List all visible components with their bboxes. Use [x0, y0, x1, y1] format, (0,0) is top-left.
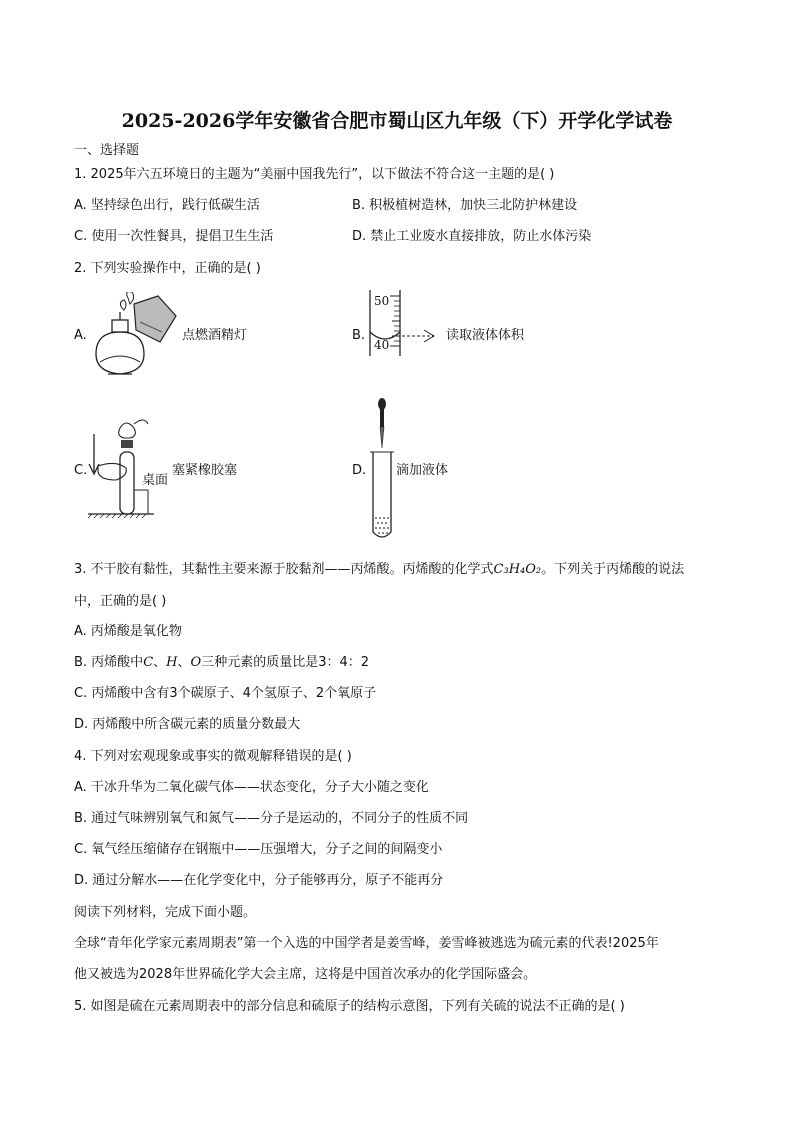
q2-option-d-caption: 滴加液体 — [396, 463, 449, 478]
q4-option-a: A. 干冰升华为二氧化碳气体——状态变化，分子大小随之变化 — [74, 780, 429, 795]
q2-option-c-letter: C. — [74, 463, 88, 478]
q2-option-d-letter: D. — [352, 463, 367, 478]
q3-option-c: C. 丙烯酸中含有3个碳原子、4个氢原子、2个氧原子 — [74, 686, 377, 701]
q3-option-d: D. 丙烯酸中所含碳元素的质量分数最大 — [74, 717, 301, 732]
reading-paragraph-line1: 全球“青年化学家元素周期表”第一个入选的中国学者是姜雪峰，姜雪峰被逃选为硫元素的代表!2025年 — [74, 936, 659, 951]
q4-stem: 4. 下列对宏观现象或事实的微观解释错误的是( ) — [74, 749, 352, 764]
q4-option-d: D. 通过分解水——在化学变化中，分子能够再分，原子不能再分 — [74, 873, 444, 888]
q3-option-b-prefix: B. 丙烯酸中 — [74, 655, 144, 670]
q1-option-a: A. 坚持绿色出行，践行低碳生活 — [74, 198, 260, 213]
reading-paragraph-line2: 他又被选为2028年世界硫化学大会主席，这将是中国首次承办的化学国际盛会。 — [74, 967, 537, 982]
stopper-insertion-figure — [86, 414, 169, 522]
q2-option-a-letter: A. — [74, 328, 87, 343]
dropper-test-tube-figure — [364, 396, 398, 542]
separator: 、 — [177, 655, 191, 670]
q3-stem-line2: 中，正确的是( ) — [74, 594, 167, 609]
separator: 、 — [153, 655, 167, 670]
q3-stem-text-a: 3. 不干胶有黏性，其黏性主要来源于胶黏剂——丙烯酸。丙烯酸的化学式 — [74, 562, 494, 577]
q3-option-b-suffix: 三种元素的质量比是3：4：2 — [201, 655, 370, 670]
acrylic-acid-formula: C₃H₄O₂ — [493, 562, 542, 577]
q3-stem-text-b: 。下列关于丙烯酸的说法 — [541, 562, 685, 577]
reading-intro: 阅读下列材料，完成下面小题。 — [74, 905, 257, 920]
q1-option-c: C. 使用一次性餐具，提倡卫生生活 — [74, 229, 274, 244]
q4-option-c: C. 氧气经压缩储存在钢瓶中——压强增大，分子之间的间隔变小 — [74, 842, 443, 857]
q1-stem: 1. 2025年六五环境日的主题为“美丽中国我先行”，以下做法不符合这一主题的是( ) — [74, 167, 555, 182]
element-h: H — [166, 655, 178, 670]
cylinder-scale-50: 50 — [374, 294, 390, 308]
exam-title: 2025-2026学年安徽省合肥市蜀山区九年级（下）开学化学试卷 — [121, 110, 673, 132]
q1-option-b: B. 积极植树造林，加快三北防护林建设 — [352, 198, 578, 213]
element-o: O — [190, 655, 202, 670]
q1-option-d: D. 禁止工业废水直接排放，防止水体污染 — [352, 229, 592, 244]
q5-stem: 5. 如图是硫在元素周期表中的部分信息和硫原子的结构示意图，下列有关硫的说法不正确的是( ) — [74, 999, 625, 1014]
cylinder-scale-40: 40 — [374, 338, 390, 352]
section-heading: 一、选择题 — [74, 143, 140, 158]
q2-stem: 2. 下列实验操作中，正确的是( ) — [74, 261, 261, 276]
q3-option-a: A. 丙烯酸是氧化物 — [74, 624, 182, 639]
table-surface-label: 桌面 — [142, 473, 169, 488]
alcohol-lamp-lighting-figure — [88, 292, 183, 382]
q4-option-b: B. 通过气味辨别氧气和氮气——分子是运动的，不同分子的性质不同 — [74, 811, 469, 826]
q2-option-a-caption: 点燃酒精灯 — [182, 328, 248, 343]
q3-option-b — [74, 654, 369, 672]
q3-stem-line1 — [74, 561, 684, 579]
q2-option-b-letter: B. — [352, 328, 366, 343]
q2-option-c-caption: 塞紧橡胶塞 — [172, 463, 238, 478]
element-c: C — [143, 655, 154, 670]
q2-option-b-caption: 读取液体体积 — [446, 328, 525, 343]
